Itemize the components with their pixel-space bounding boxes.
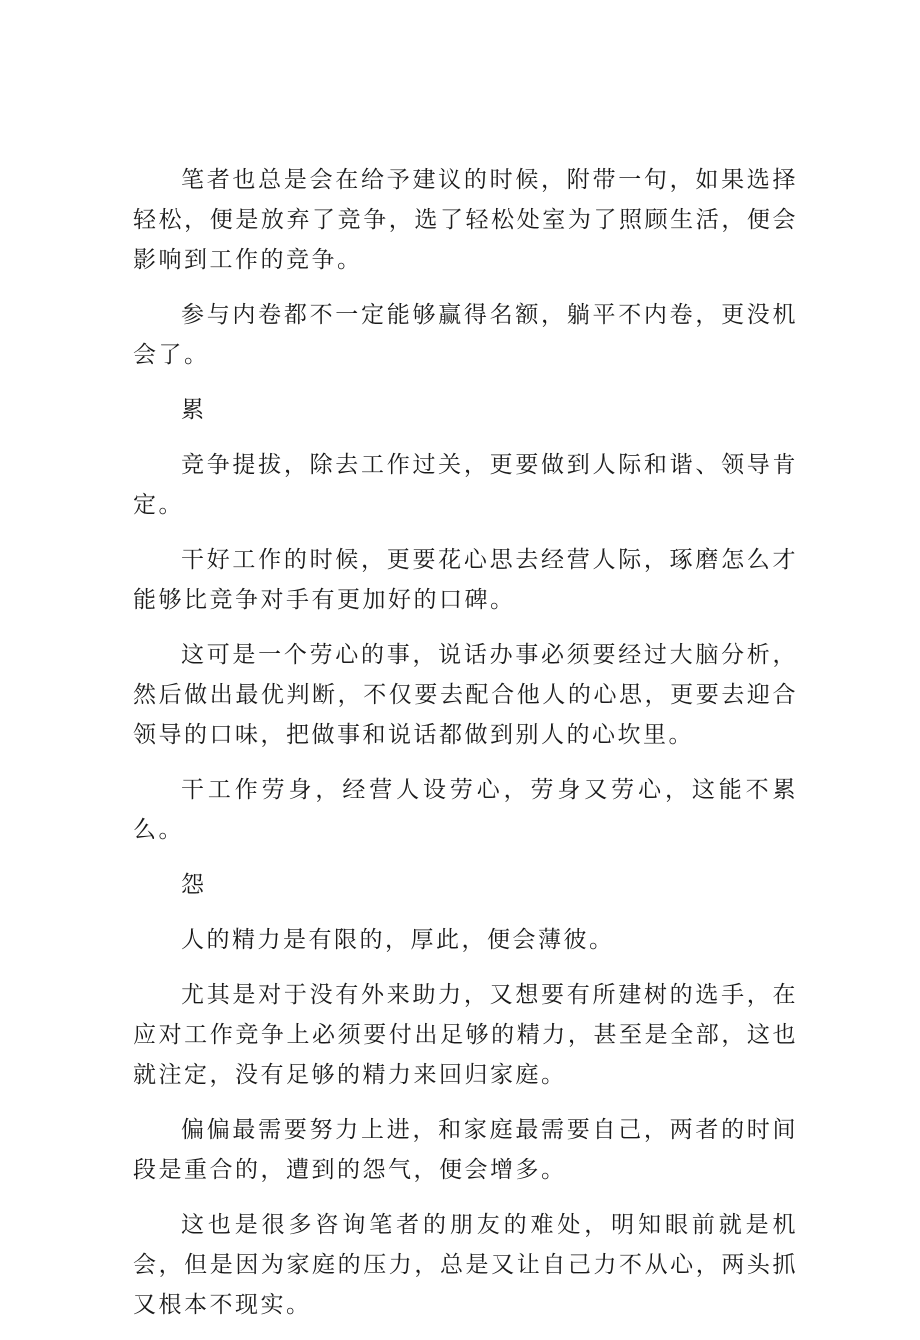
document-body	[133, 160, 798, 1340]
paragraph: 笔者也总是会在给予建议的时候，附带一句，如果选择轻松，便是放弃了竞争，选了轻松处室为了照顾生活，便会影响到工作的竞争。	[133, 167, 798, 273]
paragraph: 偏偏最需要努力上进，和家庭最需要自己，两者的时间段是重合的，遭到的怨气，便会增多。	[133, 1117, 798, 1183]
paragraph: 竞争提拔，除去工作过关，更要做到人际和谐、领导肯定。	[133, 452, 798, 518]
paragraph: 干好工作的时候，更要花心思去经营人际，琢磨怎么才能够比竞争对手有更加好的口碑。	[133, 547, 798, 613]
section-heading: 累	[181, 397, 207, 423]
paragraph: 干工作劳身，经营人设劳心，劳身又劳心，这能不累么。	[133, 777, 798, 843]
paragraph: 人的精力是有限的，厚此，便会薄彼。	[181, 927, 615, 953]
section-heading: 怨	[181, 872, 207, 898]
paragraph: 尤其是对于没有外来助力，又想要有所建树的选手，在应对工作竞争上必须要付出足够的精力，甚至是全部，这也就注定，没有足够的精力来回归家庭。	[133, 982, 798, 1088]
paragraph: 这可是一个劳心的事，说话办事必须要经过大脑分析，然后做出最优判断，不仅要去配合他人的心思，更要去迎合领导的口味，把做事和说话都做到别人的心坎里。	[133, 642, 798, 748]
paragraph: 这也是很多咨询笔者的朋友的难处，明知眼前就是机会，但是因为家庭的压力，总是又让自己力不从心，两头抓又根本不现实。	[133, 1212, 798, 1318]
paragraph: 参与内卷都不一定能够赢得名额，躺平不内卷，更没机会了。	[133, 302, 798, 368]
